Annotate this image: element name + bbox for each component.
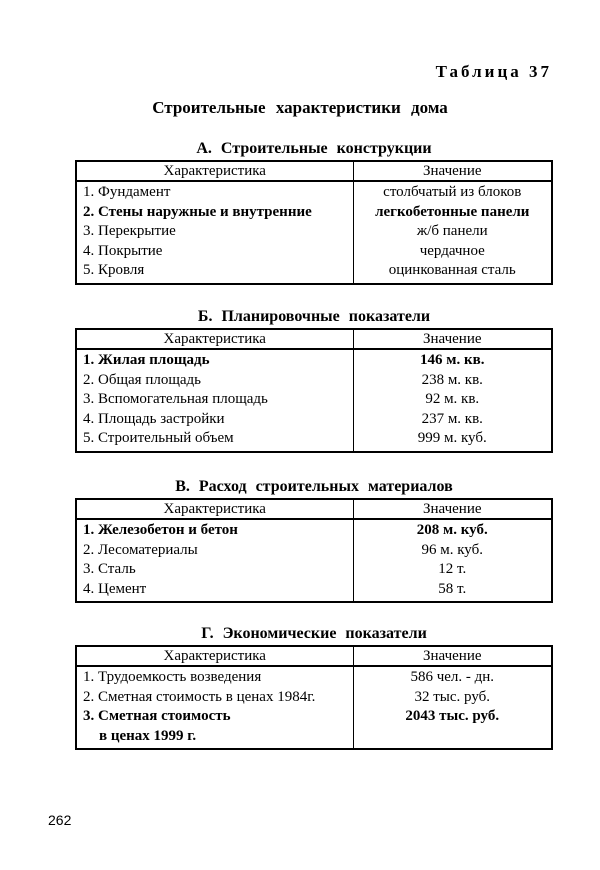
section-title-b: Б. Планировочные показатели [197,308,431,325]
row-label: 1. Железобетон и бетон [76,519,353,541]
table-b [75,328,553,453]
header-value: Значение [353,499,552,519]
row-label: 3. Сталь [76,560,353,580]
row-label: 5. Строительный объем [76,429,353,452]
row-value: 92 м. кв. [425,391,480,407]
table-row [76,519,552,541]
row-label: 4. Покрытие [76,242,353,262]
table-a [75,160,553,285]
row-value: 58 т. [438,580,467,597]
table-row [76,203,552,223]
section-title-a: А. Строительные конструкции [196,140,432,157]
row-value: легкобетонные панели [375,203,530,220]
row-value: оцинкованная сталь [388,262,516,278]
page-title: Строительные характеристики дома [152,98,448,117]
header-characteristic: Характеристика [76,499,353,519]
row-label: 2. Стены наружные и внутренние [76,203,353,223]
row-label: 2. Лесоматериалы [76,541,353,561]
table-row [76,410,552,430]
header-characteristic: Характеристика [76,646,353,666]
row-label: 3. Перекрытие [76,222,353,242]
row-value: 32 тыс. руб. [414,688,491,705]
row-label: 2. Сметная стоимость в ценах 1984г. [76,688,353,708]
table-row [76,429,552,452]
row-value: 2043 тыс. руб. [405,708,500,724]
row-value: чердачное [419,242,485,259]
table-row [76,242,552,262]
row-value: 237 м. кв. [421,410,483,427]
row-value: 96 м. куб. [421,541,483,558]
table-row [76,580,552,603]
table-row [76,666,552,688]
row-label [76,707,353,749]
row-label: 1. Жилая площадь [76,349,353,371]
row-value: столбчатый из блоков [383,184,522,200]
row-value: 208 м. куб. [416,522,488,538]
header-characteristic: Характеристика [76,161,353,181]
header-value: Значение [353,329,552,349]
table-row [76,349,552,371]
table-c [75,498,553,603]
row-label: 1. Трудоемкость возведения [76,666,353,688]
header-value: Значение [353,646,552,666]
table-row [76,688,552,708]
row-label: 5. Кровля [76,261,353,284]
row-label: 3. Вспомогательная площадь [76,390,353,410]
row-label: 4. Площадь застройки [76,410,353,430]
header-characteristic: Характеристика [76,329,353,349]
row-label-line2: в ценах 1999 г. [99,727,197,744]
table-row [76,181,552,203]
table-row [76,371,552,391]
header-value: Значение [353,161,552,181]
page-number: 262 [48,812,72,828]
row-value: 999 м. куб. [417,430,487,446]
table-number: Таблица 37 [435,62,552,81]
row-label: 1. Фундамент [76,181,353,203]
table-row [76,560,552,580]
table-row [76,541,552,561]
row-label: 4. Цемент [76,580,353,603]
table-row [76,390,552,410]
row-value: ж/б панели [416,223,488,239]
row-value: 586 чел. - дн. [410,669,495,685]
table-d [75,645,553,750]
section-title-d: Г. Экономические показатели [201,625,427,642]
row-value: 238 м. кв. [421,371,483,388]
section-title-c: В. Расход строительных материалов [175,478,453,495]
row-value: 146 м. кв. [420,352,485,368]
table-row [76,707,552,749]
row-label-line1: 3. Сметная стоимость [83,708,231,724]
table-row [76,261,552,284]
row-value: 12 т. [438,561,467,577]
table-row [76,222,552,242]
row-label: 2. Общая площадь [76,371,353,391]
